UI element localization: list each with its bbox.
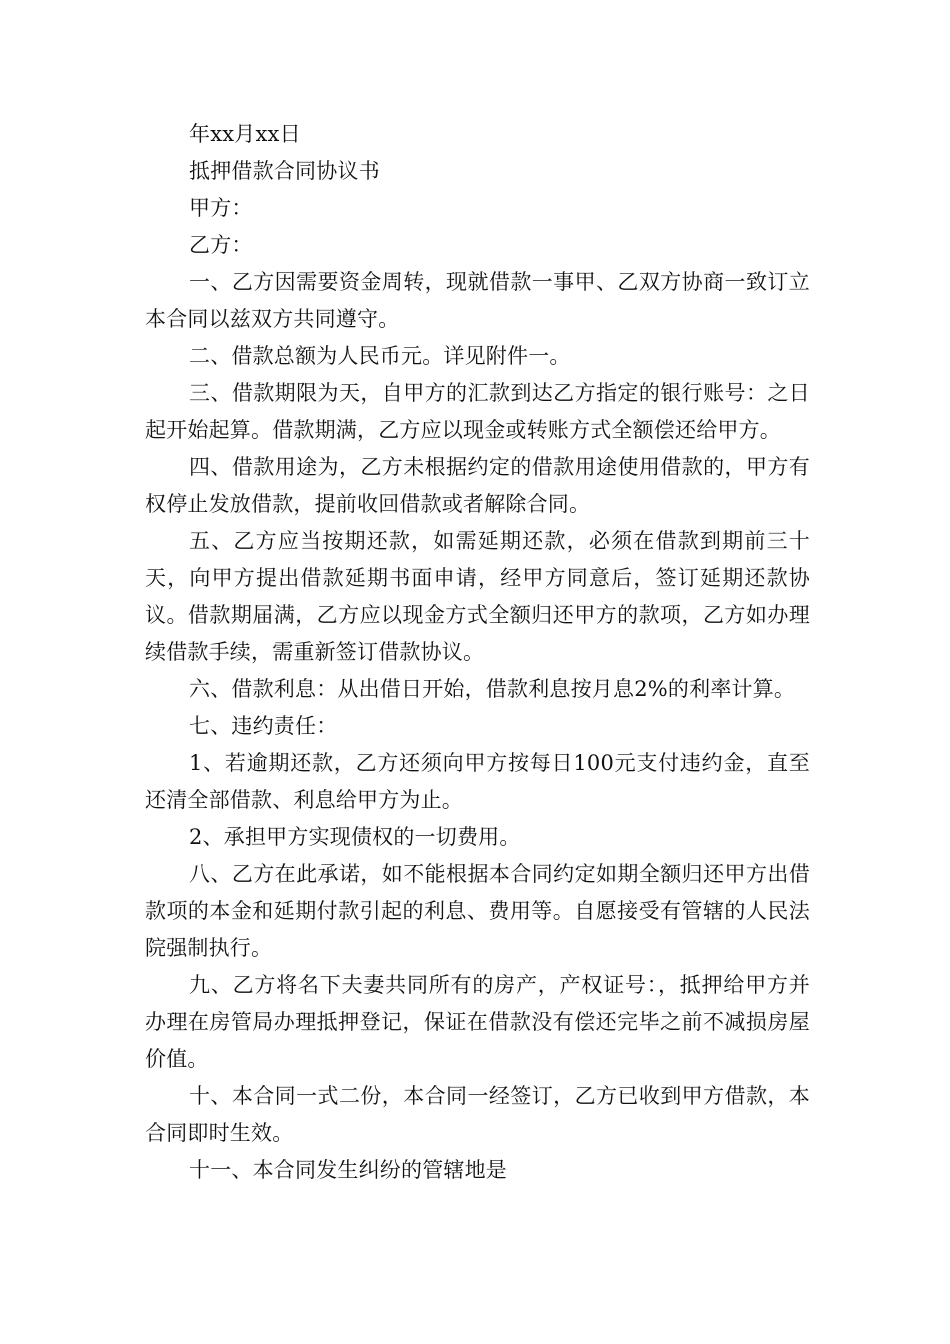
party-a-line: 甲方：	[189, 196, 253, 220]
clause-7-heading: 七、违约责任：	[189, 714, 338, 738]
clause-8: 八、乙方在此承诺，如不能根据本合同约定如期全额归还甲方出借款项的本金和延期付款引起的利息、费用等。自愿接受有管辖的人民法院强制执行。	[145, 862, 810, 960]
clause-10: 十、本合同一式二份，本合同一经签订，乙方已收到甲方借款，本合同即时生效。	[145, 1084, 810, 1145]
clause-4: 四、借款用途为，乙方未根据约定的借款用途使用借款的，甲方有权停止发放借款，提前收回借款或者解除合同。	[145, 455, 810, 516]
clause-11: 十一、本合同发生纠纷的管辖地是	[189, 1158, 507, 1182]
document-title: 抵押借款合同协议书	[189, 159, 380, 183]
clause-1: 一、乙方因需要资金周转，现就借款一事甲、乙双方协商一致订立本合同以兹双方共同遵守。	[145, 270, 810, 331]
party-b-line: 乙方：	[189, 233, 253, 257]
document-body	[145, 116, 810, 1189]
clause-2: 二、借款总额为人民币元。详见附件一。	[189, 344, 571, 368]
clause-5: 五、乙方应当按期还款，如需延期还款，必须在借款到期前三十天，向甲方提出借款延期书面申请，经甲方同意后，签订延期还款协议。借款期届满，乙方应以现金方式全额归还甲方的款项，乙方如办理续借款手续，需重新签订借款协议。	[145, 529, 810, 664]
clause-7-item-2: 2、承担甲方实现债权的一切费用。	[189, 825, 521, 849]
clause-9: 九、乙方将名下夫妻共同所有的房产，产权证号：，抵押给甲方并办理在房管局办理抵押登记，保证在借款没有偿还完毕之前不减损房屋价值。	[145, 973, 810, 1071]
clause-6: 六、借款利息：从出借日开始，借款利息按月息2%的利率计算。	[189, 677, 796, 701]
clause-3: 三、借款期限为天，自甲方的汇款到达乙方指定的银行账号：之日起开始起算。借款期满，乙方应以现金或转账方式全额偿还给甲方。	[145, 381, 810, 442]
clause-7-item-1: 1、若逾期还款，乙方还须向甲方按每日100元支付违约金，直至还清全部借款、利息给甲方为止。	[145, 751, 810, 812]
date-line: 年xx月xx日	[189, 122, 301, 146]
